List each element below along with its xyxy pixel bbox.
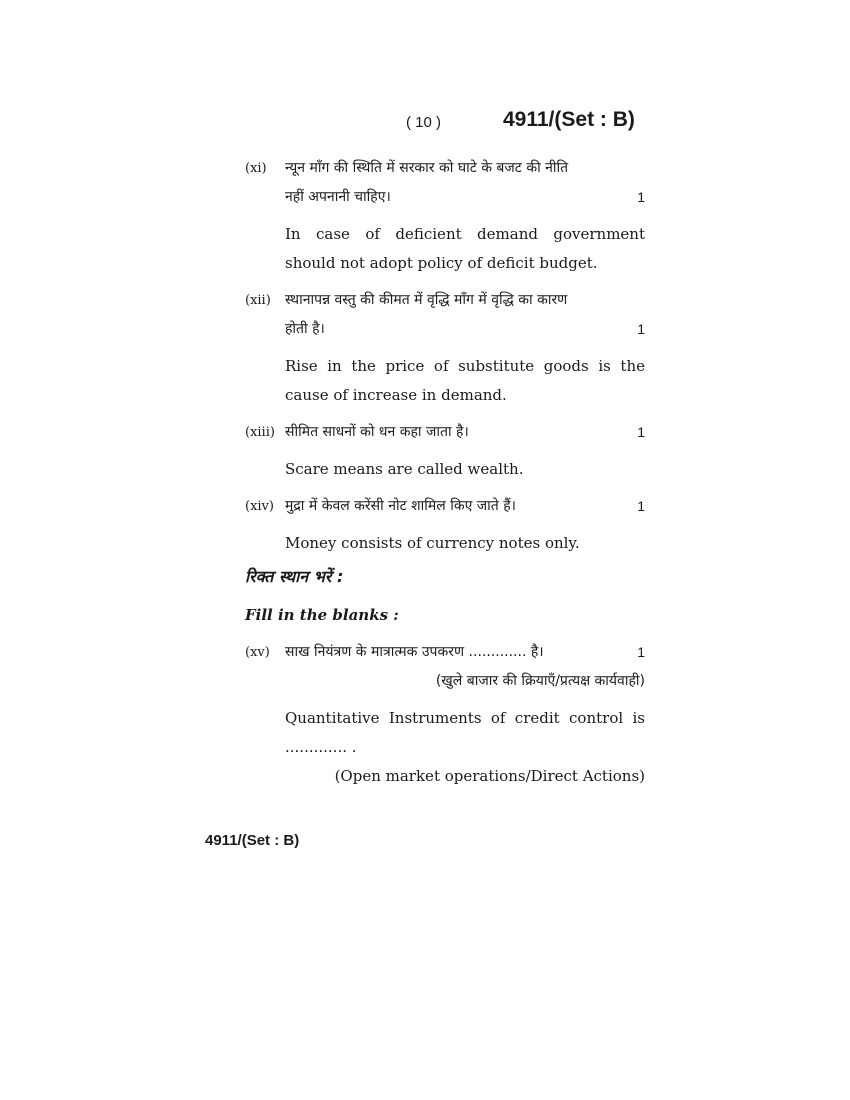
question-number: (xiv) — [245, 499, 274, 514]
page-number: ( 10 ) — [406, 114, 442, 131]
question-marks: 1 — [637, 424, 645, 440]
question-english-text: Money consists of currency notes only. — [285, 534, 580, 552]
question-number: (xii) — [245, 293, 271, 308]
question-hindi-line: नहीं अपनानी चाहिए। — [285, 189, 391, 205]
question-english-text: Rise in the price of substitute goods is the cause of increase in demand. — [285, 357, 645, 404]
question-xiii — [245, 418, 645, 447]
question-hindi-line: स्थानापन्न वस्तु की कीमत में वृद्धि माँग में वृद्धि का कारण — [285, 292, 568, 308]
question-hindi-line: सीमित साधनों को धन कहा जाता है। — [285, 424, 469, 440]
question-number: (xv) — [245, 645, 270, 660]
section-heading-hindi: रिक्त स्थान भरें : — [245, 567, 344, 586]
question-english-text: Quantitative Instruments of credit control is ............. . — [285, 709, 645, 756]
question-number: (xiii) — [245, 425, 275, 440]
question-marks: 1 — [637, 644, 645, 660]
paper-code-header: 4911/(Set : B) — [503, 108, 635, 131]
question-english-text: Scare means are called wealth. — [285, 460, 524, 478]
question-marks: 1 — [637, 498, 645, 514]
section-heading-english: Fill in the blanks : — [245, 606, 399, 624]
question-xi — [245, 154, 645, 212]
question-hindi-line: न्यून माँग की स्थिति में सरकार को घाटे के बजट की नीति — [285, 160, 569, 176]
question-xiv — [245, 492, 645, 521]
question-number: (xi) — [245, 161, 267, 176]
question-hindi-line: होती है। — [285, 321, 325, 337]
question-xii — [245, 286, 645, 344]
question-marks: 1 — [637, 321, 645, 337]
question-hindi-options: (खुले बाजार की क्रियाएँ/प्रत्यक्ष कार्यवाही) — [435, 673, 645, 689]
question-xv — [245, 638, 645, 696]
question-list — [245, 154, 645, 791]
paper-code-footer: 4911/(Set : B) — [205, 832, 300, 849]
question-english-options: (Open market operations/Direct Actions) — [334, 767, 645, 785]
question-hindi-line: साख नियंत्रण के मात्रात्मक उपकरण ............. है। — [285, 644, 544, 660]
question-hindi-line: मुद्रा में केवल करेंसी नोट शामिल किए जाते हैं। — [285, 498, 516, 514]
question-english-text: In case of deficient demand government should not adopt policy of deficit budget. — [285, 225, 645, 272]
question-marks: 1 — [637, 189, 645, 205]
